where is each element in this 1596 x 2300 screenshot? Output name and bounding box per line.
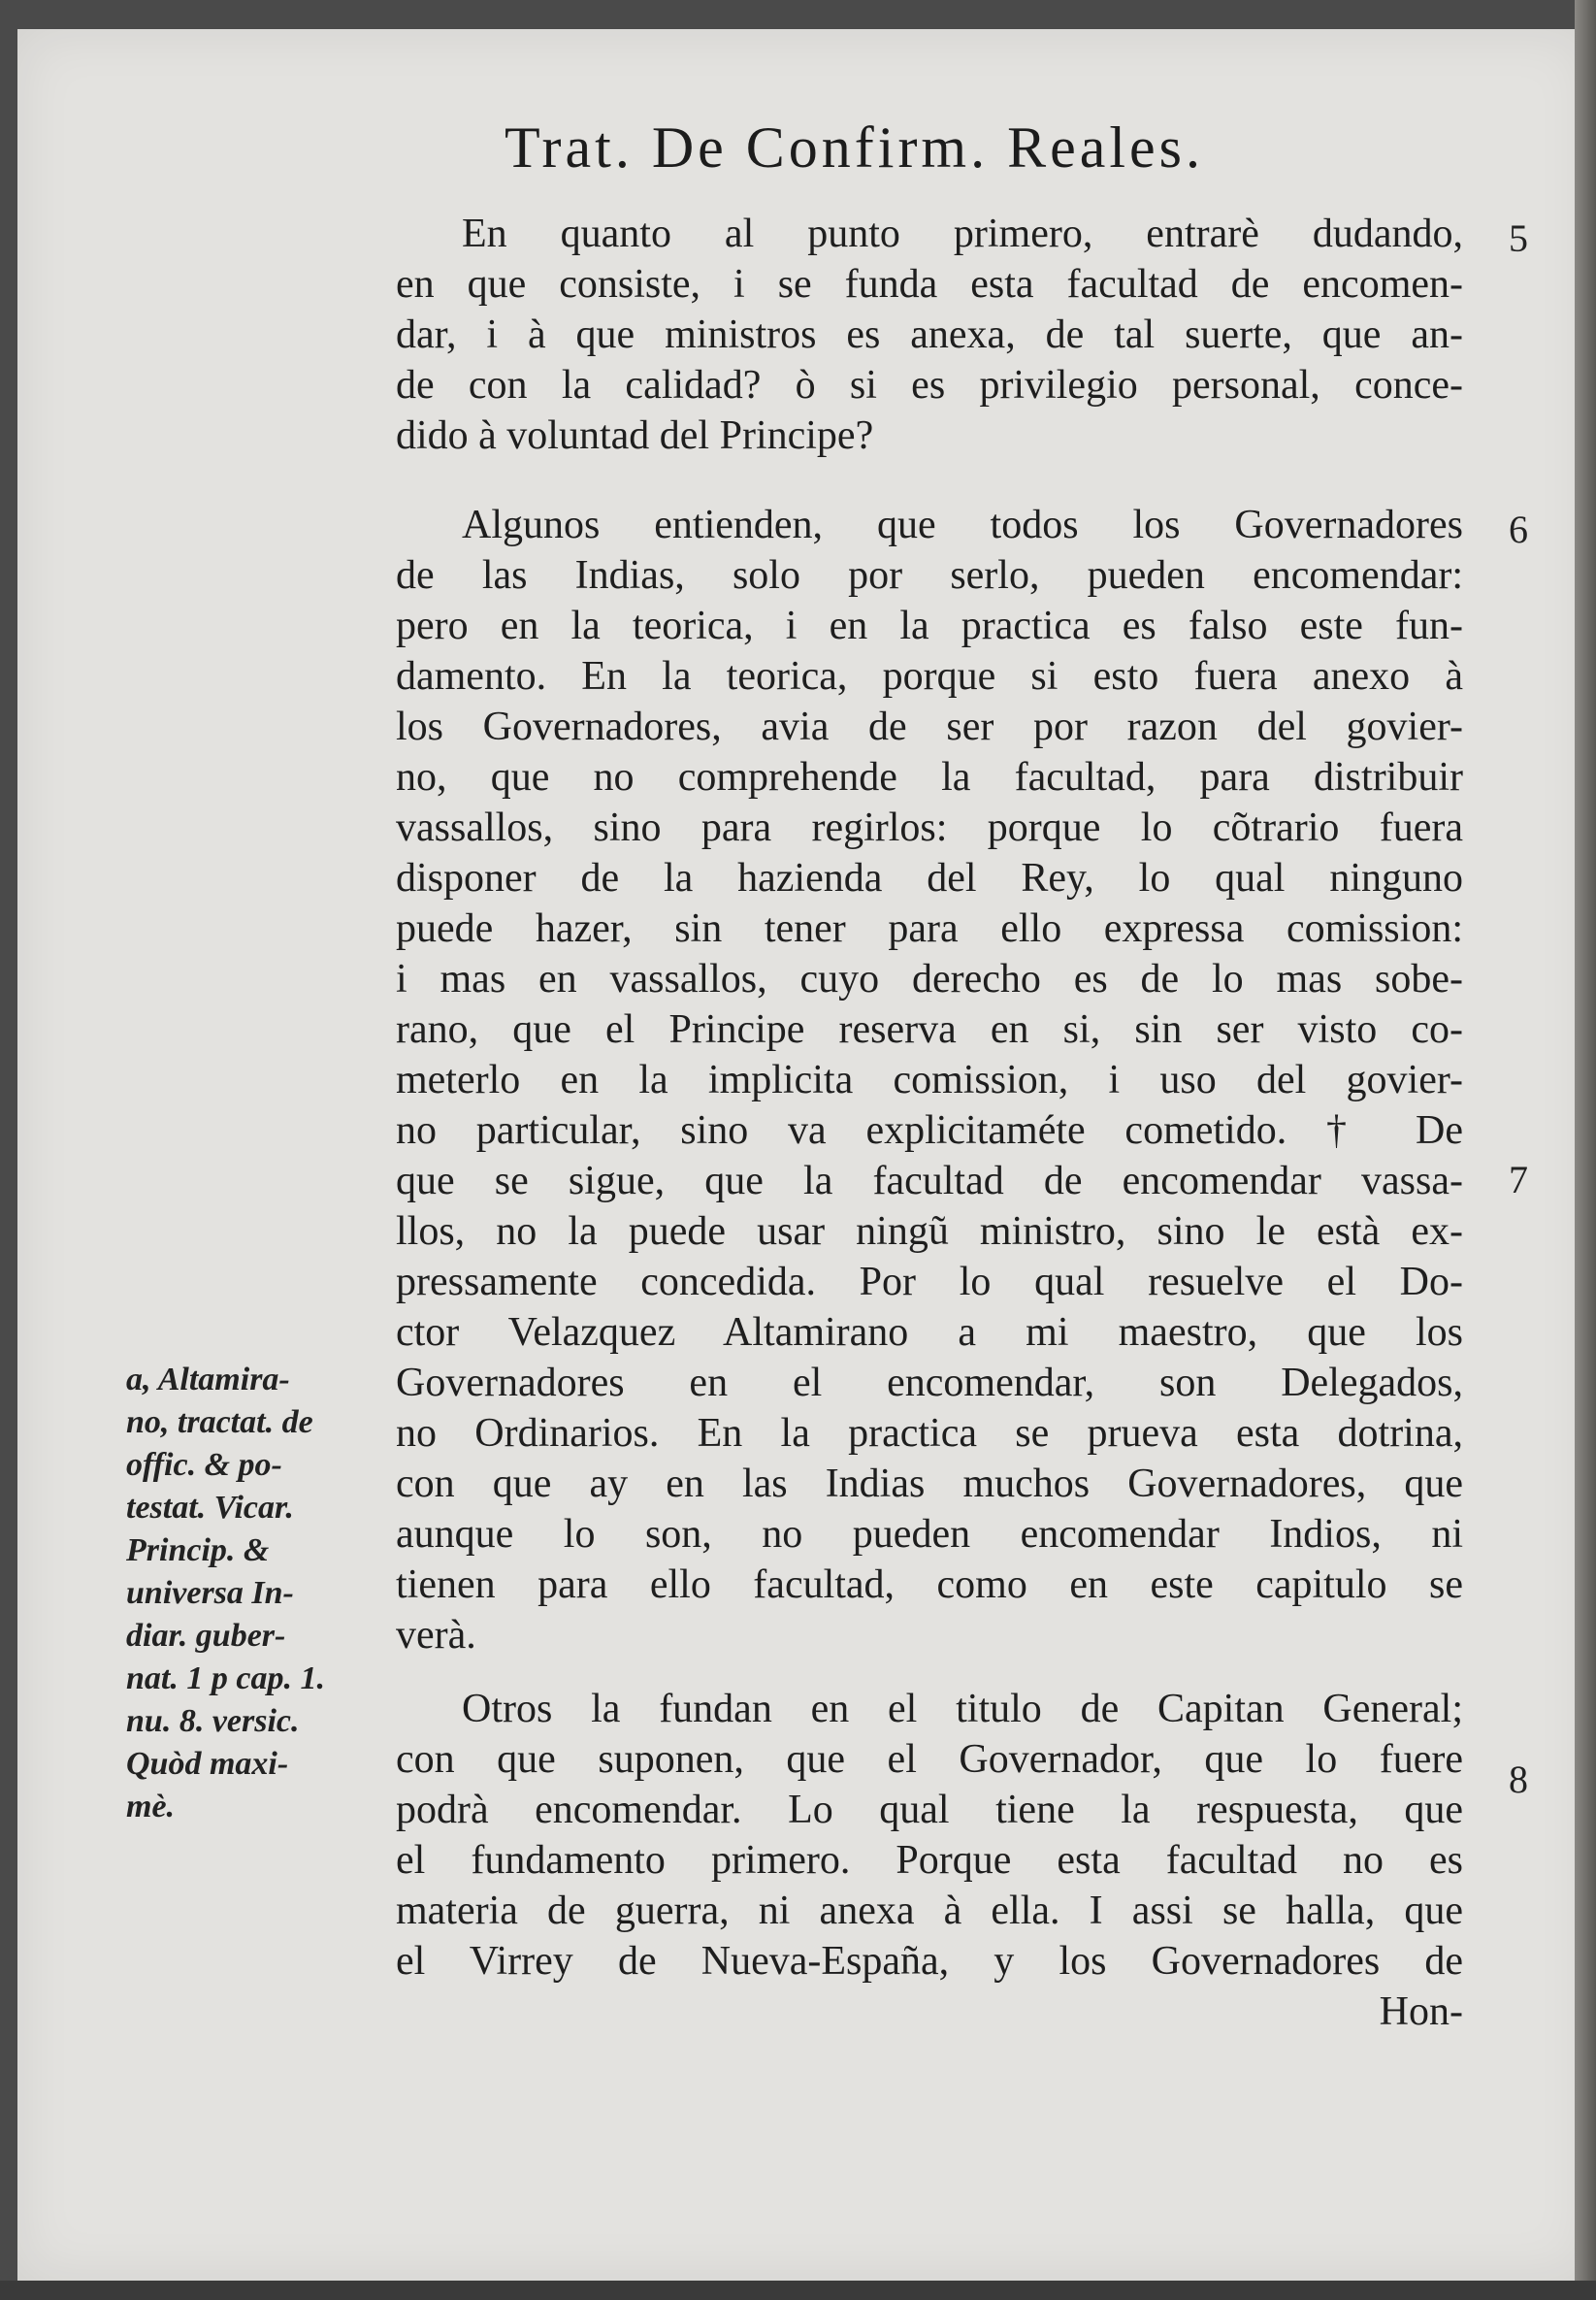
text-line: aunque lo son, no pueden encomendar Indios, ni [396,1512,1463,1557]
text-line: el Virrey de Nueva-España, y los Governadores de [396,1939,1463,1984]
marginal-note-line: Quòd maxi- [126,1746,289,1782]
text-line: de con la calidad? ò si es privilegio personal, conce- [396,363,1463,408]
text-line: ctor Velazquez Altamirano a mi maestro, que los [396,1310,1463,1355]
text-line: disponer de la hazienda del Rey, lo qual ninguno [396,856,1463,901]
text-line: dar, i à que ministros es anexa, de tal suerte, que an- [396,312,1463,357]
marginal-note-line: nu. 8. versic. [126,1703,300,1739]
text-line: tienen para ello facultad, como en este capitulo se [396,1562,1463,1607]
text-line: rano, que el Principe reserva en si, sin ser visto co- [396,1007,1463,1052]
page-bottom-edge [0,2281,1596,2300]
marginal-note-line: offic. & po- [126,1447,282,1483]
text-line: materia de guerra, ni anexa à ella. I assi se halla, que [396,1889,1463,1933]
book-spine-edge [1575,0,1596,2300]
paragraph-number: 6 [1509,508,1528,551]
text-line: Algunos entienden, que todos los Governadores [462,503,1463,547]
text-line: no particular, sino va explicitaméte cometido. † De [396,1108,1463,1153]
paragraph-number: 5 [1509,216,1528,260]
marginal-note-line: mè. [126,1789,176,1824]
text-line: En quanto al punto primero, entrarè dudando, [462,212,1463,256]
text-line: que se sigue, que la facultad de encomendar vassa- [396,1159,1463,1203]
marginal-note-line: Princip. & [126,1532,270,1568]
text-line: no, que no comprehende la facultad, para distribuir [396,755,1463,800]
text-line: i mas en vassallos, cuyo derecho es de lo mas sobe- [396,957,1463,1002]
paragraph-number: 8 [1509,1758,1528,1801]
text-line: pressamente concedida. Por lo qual resuelve el Do- [396,1260,1463,1304]
text-line: damento. En la teorica, porque si esto fuera anexo à [396,654,1463,699]
marginal-note-line: universa In- [126,1575,294,1611]
marginal-note-line: diar. guber- [126,1618,286,1654]
text-line: de las Indias, solo por serlo, pueden encomendar: [396,553,1463,598]
text-line: dido à voluntad del Principe? [396,413,874,458]
text-line: vassallos, sino para regirlos: porque lo cõtrario fuera [396,805,1463,850]
text-line: llos, no la puede usar ningũ ministro, sino le està ex- [396,1209,1463,1254]
text-line: puede hazer, sin tener para ello expressa comission: [396,906,1463,951]
marginal-note-line: testat. Vicar. [126,1490,294,1526]
text-line: el fundamento primero. Porque esta facultad no es [396,1838,1463,1883]
text-line: Governadores en el encomendar, son Delegados, [396,1361,1463,1405]
paragraph-number: 7 [1509,1158,1528,1201]
marginal-note-line: a, Altamira- [126,1362,290,1397]
text-line: en que consiste, i se funda esta facultad de encomen- [396,262,1463,307]
text-line: meterlo en la implicita comission, i uso del govier- [396,1058,1463,1102]
text-line: podrà encomendar. Lo qual tiene la respuesta, que [396,1788,1463,1832]
text-line: no Ordinarios. En la practica se prueva esta dotrina, [396,1411,1463,1456]
text-line: con que ay en las Indias muchos Governadores, que [396,1462,1463,1506]
text-line: los Governadores, avia de ser por razon del govier- [396,705,1463,749]
text-line: con que suponen, que el Governador, que lo fuere [396,1737,1463,1782]
catchword: Hon- [1379,1989,1463,2034]
running-head: Trat. De Confirm. Reales. [505,115,1205,180]
marginal-note-line: no, tractat. de [126,1404,313,1440]
text-line: verà. [396,1613,476,1658]
marginal-note-line: nat. 1 p cap. 1. [126,1660,325,1696]
text-line: Otros la fundan en el titulo de Capitan General; [462,1687,1463,1731]
text-line: pero en la teorica, i en la practica es falso este fun- [396,604,1463,648]
